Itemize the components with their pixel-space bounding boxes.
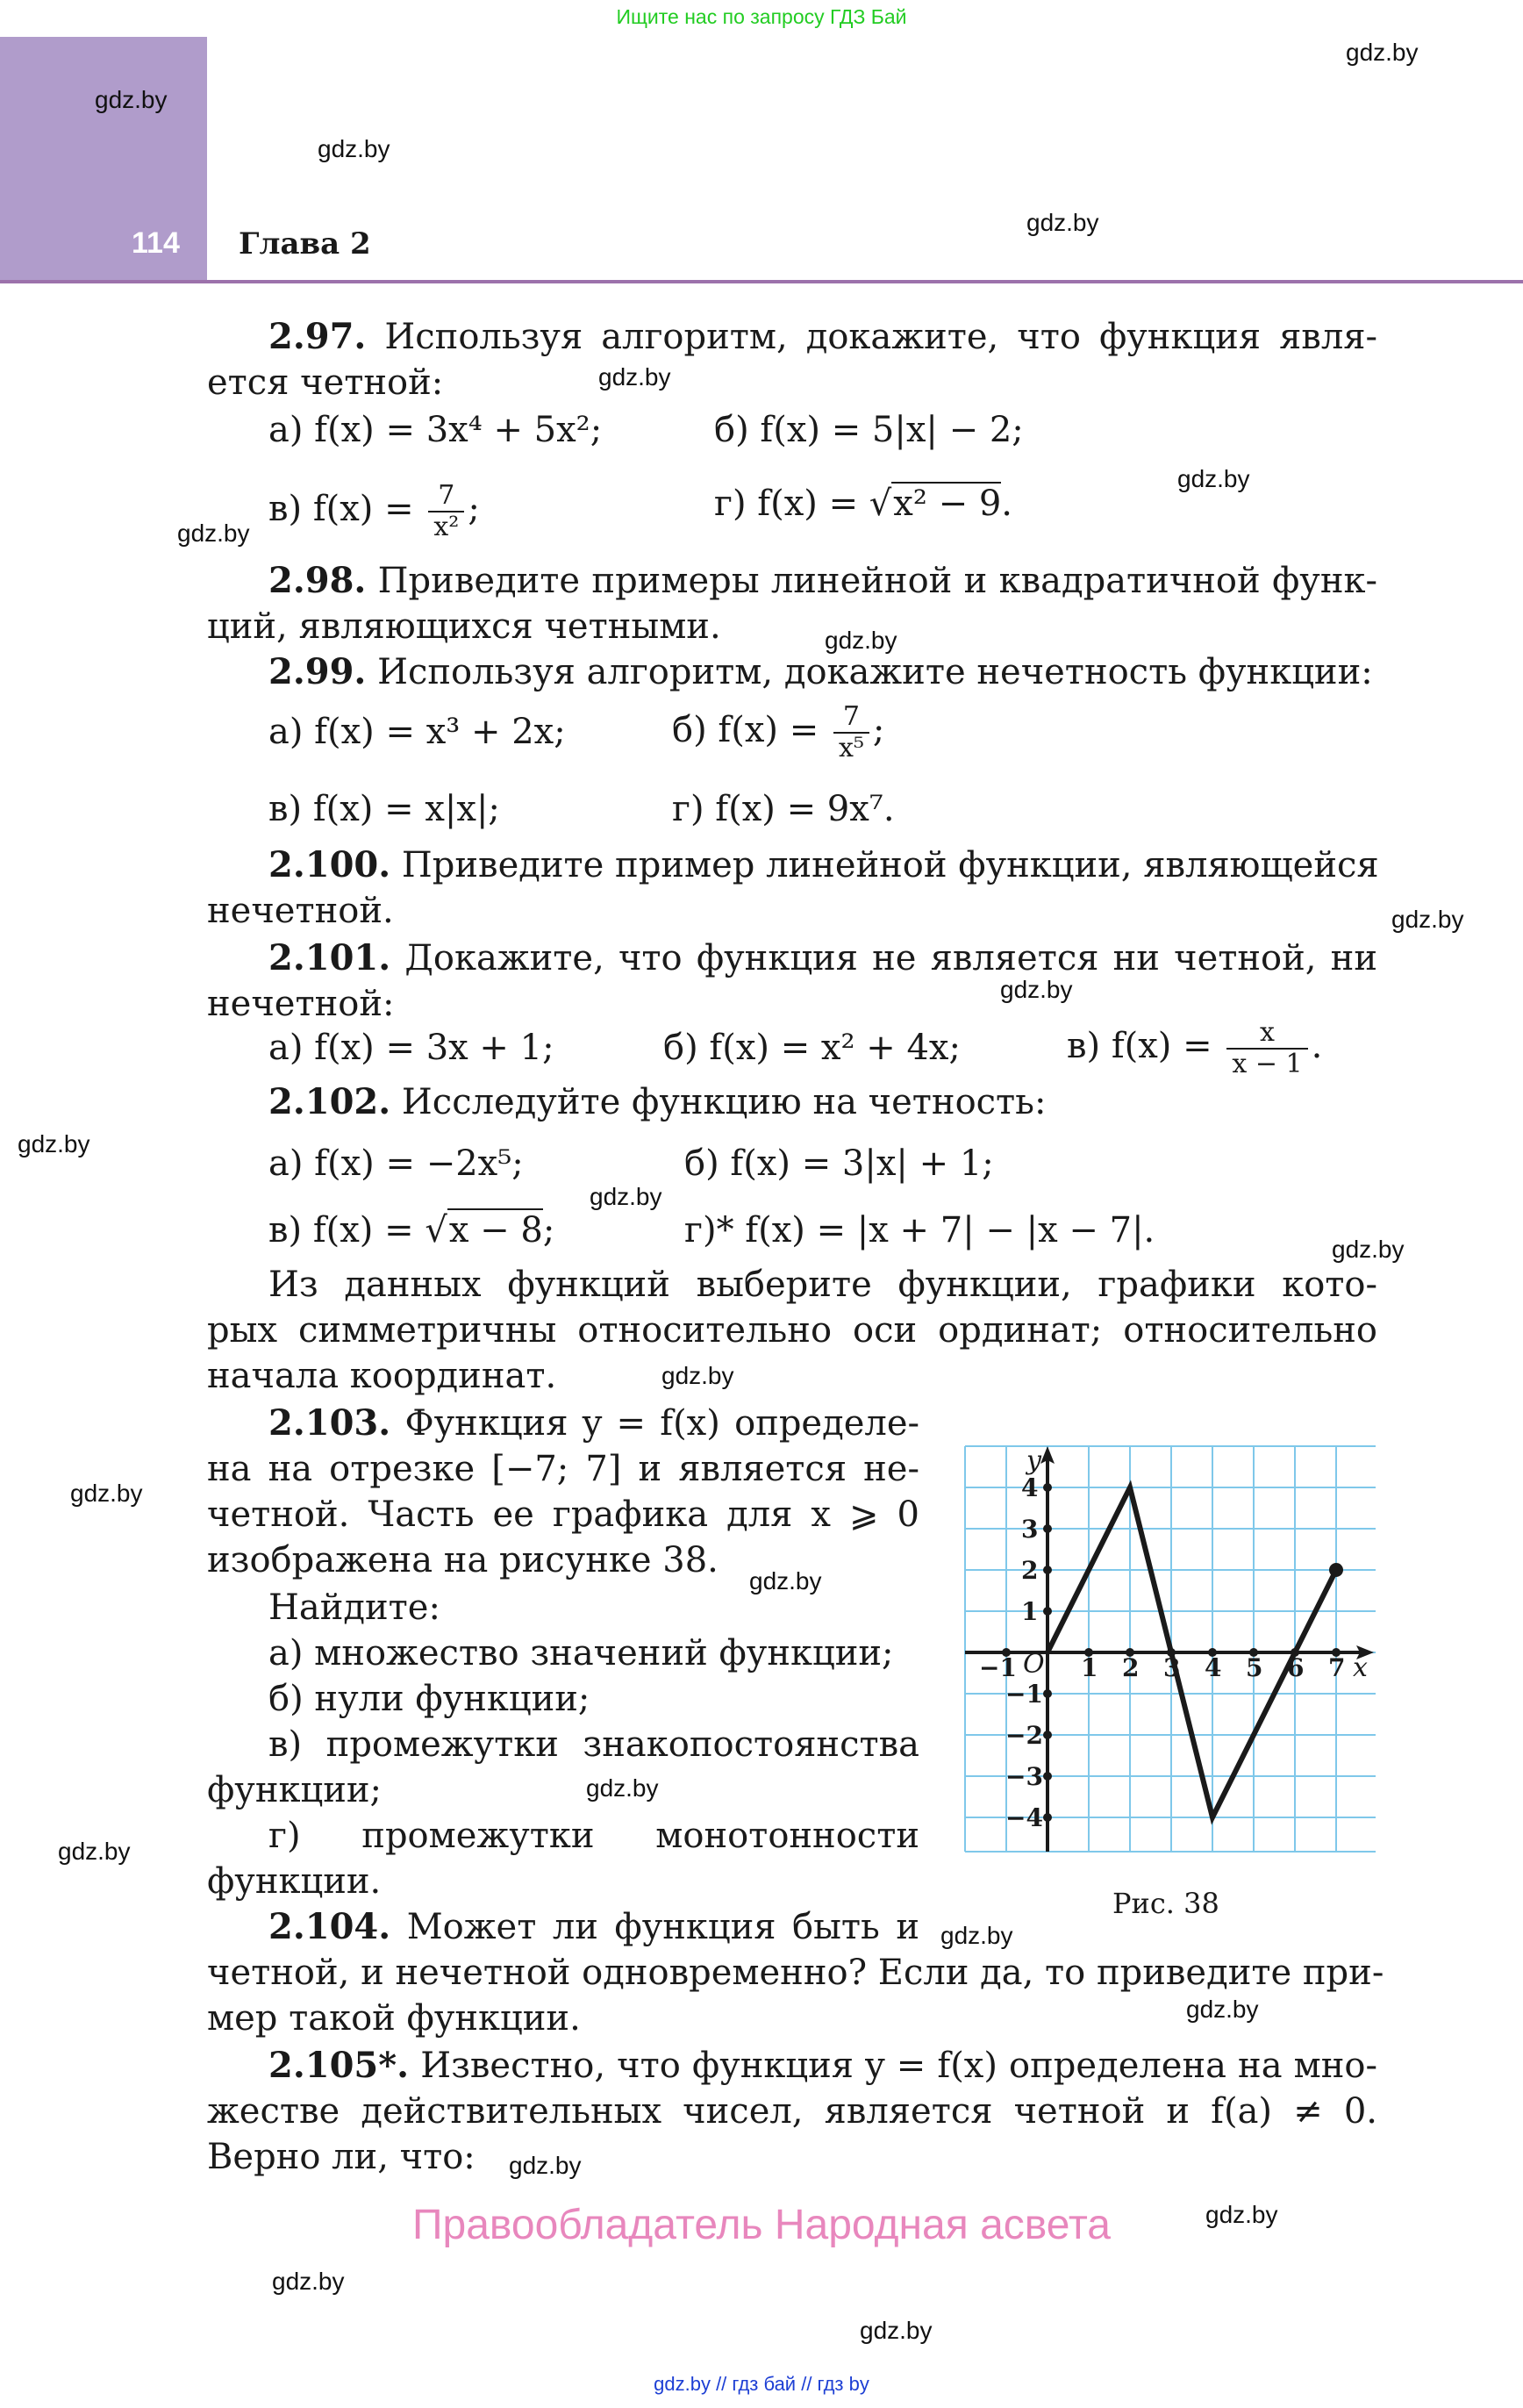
formula-prefix: в) f(x) = (1067, 1026, 1212, 1066)
formula-suffix: ; (542, 1210, 555, 1251)
svg-text:2: 2 (1122, 1653, 1140, 1682)
svg-text:6: 6 (1287, 1653, 1305, 1682)
item-g: г) f(x) = 9x⁷. (672, 789, 895, 829)
watermark: gdz.by (590, 1183, 662, 1210)
problem-text: Используя алгоритм, докажите, что функция явля- (384, 317, 1377, 357)
item-a: а) f(x) = −2x⁵; (268, 1143, 524, 1184)
item-a: а) f(x) = 3x⁴ + 5x²; (268, 410, 603, 450)
item-v: в) f(x) = x|x|; (268, 789, 500, 829)
item-b: б) f(x) = 5|x| − 2; (714, 410, 1024, 450)
problem-number: 2.103. (268, 1402, 391, 1444)
radicand: x − 8 (448, 1210, 543, 1251)
numerator: 7 (833, 702, 869, 734)
footer-links[interactable]: gdz.by // гдз бай // гдз by (654, 2373, 869, 2395)
denominator: x⁵ (838, 733, 864, 763)
problem-number: 2.99. (268, 651, 367, 692)
item-g (714, 481, 1012, 527)
numerator: x (1226, 1018, 1307, 1050)
formula-suffix: . (1311, 1026, 1323, 1066)
item-a: а) f(x) = x³ + 2x; (268, 712, 566, 752)
problem-number: 2.105*. (268, 2045, 410, 2086)
svg-text:−4: −4 (1005, 1803, 1043, 1832)
watermark: gdz.by (1391, 906, 1464, 933)
formula-prefix: г) f(x) = √ (714, 484, 892, 524)
item-v (268, 481, 480, 542)
endpoint-marker (1329, 1563, 1343, 1577)
formula-suffix: ; (468, 489, 480, 529)
problem-2-103-line1 (268, 1401, 919, 1446)
problem-text: Известно, что функция y = f(x) определена на мно- (420, 2046, 1377, 2086)
watermark: gdz.by (70, 1480, 143, 1507)
svg-text:3: 3 (1163, 1653, 1181, 1682)
item-a: а) множество значений функции; (268, 1633, 894, 1673)
formula-prefix: б) f(x) = (672, 710, 819, 750)
problem-text: мер такой функции. (207, 1998, 581, 2039)
problem-text: изображена на рисунке 38. (207, 1540, 719, 1580)
problem-number: 2.102. (268, 1081, 391, 1122)
problem-text: жестве действительных чисел, является четной и f(a) ≠ 0. (207, 2091, 1377, 2132)
page-number: 114 (132, 226, 180, 260)
watermark: gdz.by (272, 2268, 345, 2295)
item-b (672, 702, 884, 763)
svg-text:2: 2 (1021, 1556, 1039, 1585)
problem-text: Из данных функций выберите функции, графики кото- (268, 1265, 1377, 1305)
item-g: г)* f(x) = |x + 7| − |x − 7|. (684, 1210, 1155, 1251)
problem-text: Приведите пример линейной функции, являющейся (401, 845, 1379, 885)
copyright-notice: Правообладатель Народная асвета (412, 2202, 1111, 2248)
figure-caption: Рис. 38 (1112, 1887, 1219, 1920)
problem-text: нечетной. (207, 891, 394, 931)
item-b: б) f(x) = 3|x| + 1; (684, 1143, 994, 1184)
problem-number: 2.104. (268, 1906, 391, 1947)
watermark: gdz.by (825, 627, 897, 654)
problem-text: Может ли функция быть и (406, 1907, 919, 1947)
problem-text: ется четной: (207, 362, 444, 403)
watermark: gdz.by (661, 1362, 734, 1389)
watermark: gdz.by (509, 2152, 582, 2179)
denominator: x² (433, 512, 460, 542)
fraction (833, 702, 869, 763)
watermark: gdz.by (598, 363, 671, 391)
watermark: gdz.by (860, 2317, 933, 2344)
watermark: gdz.by (1332, 1236, 1405, 1263)
item-b: б) нули функции; (268, 1679, 590, 1719)
svg-text:4: 4 (1205, 1653, 1222, 1682)
formula-prefix: в) f(x) = √ (268, 1210, 447, 1251)
fraction (428, 481, 464, 542)
watermark: gdz.by (1205, 2201, 1278, 2228)
svg-text:5: 5 (1246, 1653, 1263, 1682)
watermark: gdz.by (18, 1130, 90, 1157)
problem-text: Приведите примеры линейной и квадратичной функ- (377, 561, 1378, 601)
svg-text:4: 4 (1021, 1473, 1039, 1502)
item-g: г) промежутки монотонности (268, 1816, 919, 1856)
problem-text: четной, и нечетной одновременно? Если да, то приведите при- (207, 1953, 1384, 1993)
problem-text: нечетной: (207, 984, 395, 1024)
formula-prefix: в) f(x) = (268, 489, 414, 529)
problem-text: начала координат. (207, 1356, 557, 1396)
watermark: gdz.by (586, 1774, 659, 1802)
svg-text:1: 1 (1021, 1597, 1039, 1626)
item-b: б) f(x) = x² + 4x; (663, 1028, 961, 1068)
watermark: gdz.by (1000, 976, 1073, 1003)
watermark: gdz.by (1186, 1996, 1259, 2023)
problem-2-98-line1 (268, 558, 1377, 604)
function-graph (960, 1441, 1376, 1857)
svg-text:y: y (1026, 1445, 1041, 1476)
watermark: gdz.by (1026, 209, 1099, 236)
problem-text: четной. Часть ее графика для x ⩾ 0 (207, 1494, 919, 1535)
watermark: gdz.by (1346, 39, 1419, 66)
watermark: gdz.by (318, 135, 390, 162)
item-v-cont: функции; (207, 1770, 383, 1810)
chapter-title: Глава 2 (239, 226, 371, 262)
item-v: в) промежутки знакопостоянства (268, 1724, 919, 1765)
problem-text: Используя алгоритм, докажите нечетность функции: (377, 652, 1373, 692)
problem-number: 2.100. (268, 844, 391, 885)
problem-text: Верно ли, что: (207, 2137, 475, 2177)
problem-text: на на отрезке [−7; 7] и является не- (207, 1449, 919, 1489)
problem-2-99-line1 (268, 649, 1373, 695)
problem-text: Докажите, что функция не является ни четной, ни (404, 938, 1378, 978)
svg-text:−1: −1 (1005, 1680, 1043, 1709)
watermark: gdz.by (177, 520, 250, 547)
top-banner[interactable]: Ищите нас по запросу ГДЗ Бай (616, 5, 907, 28)
problem-2-97-line1 (268, 314, 1377, 360)
item-g-cont: функции. (207, 1861, 382, 1902)
svg-text:1: 1 (1081, 1653, 1098, 1682)
item-a: а) f(x) = 3x + 1; (268, 1028, 554, 1068)
watermark: gdz.by (95, 86, 168, 113)
formula-suffix: . (1001, 484, 1013, 524)
watermark: gdz.by (940, 1922, 1013, 1949)
problem-number: 2.101. (268, 937, 391, 978)
problem-text: Найдите: (268, 1587, 440, 1628)
problem-2-101-line1 (268, 935, 1377, 981)
problem-2-100-line1 (268, 842, 1377, 888)
watermark: gdz.by (1177, 465, 1250, 492)
svg-text:7: 7 (1328, 1653, 1346, 1682)
problem-2-104-line1 (268, 1904, 919, 1950)
header-rule (0, 280, 1523, 283)
radicand: x² − 9 (893, 484, 1002, 524)
axis-labels (1023, 1445, 1368, 1683)
problem-number: 2.98. (268, 560, 367, 601)
problem-text: рых симметричны относительно оси ординат; относительно (207, 1310, 1377, 1351)
svg-text:−3: −3 (1005, 1762, 1043, 1791)
problem-text: Функция y = f(x) определе- (404, 1403, 920, 1444)
problem-2-105-line1 (268, 2043, 1377, 2089)
svg-text:−2: −2 (1005, 1721, 1043, 1750)
formula-suffix: ; (872, 710, 885, 750)
svg-text:−1: −1 (979, 1653, 1017, 1682)
watermark: gdz.by (749, 1567, 822, 1595)
numerator: 7 (428, 481, 464, 512)
problem-text: Исследуйте функцию на четность: (401, 1082, 1047, 1122)
svg-text:x: x (1353, 1652, 1368, 1683)
denominator: x − 1 (1232, 1049, 1303, 1079)
fraction (1226, 1018, 1307, 1079)
item-v (268, 1208, 554, 1253)
problem-2-102-line1 (268, 1079, 1046, 1125)
svg-text:3: 3 (1021, 1515, 1039, 1544)
problem-text: ций, являющихся четными. (207, 606, 721, 647)
problem-number: 2.97. (268, 316, 367, 357)
item-v (1067, 1018, 1322, 1079)
svg-text:O: O (1023, 1649, 1045, 1680)
watermark: gdz.by (58, 1838, 131, 1865)
